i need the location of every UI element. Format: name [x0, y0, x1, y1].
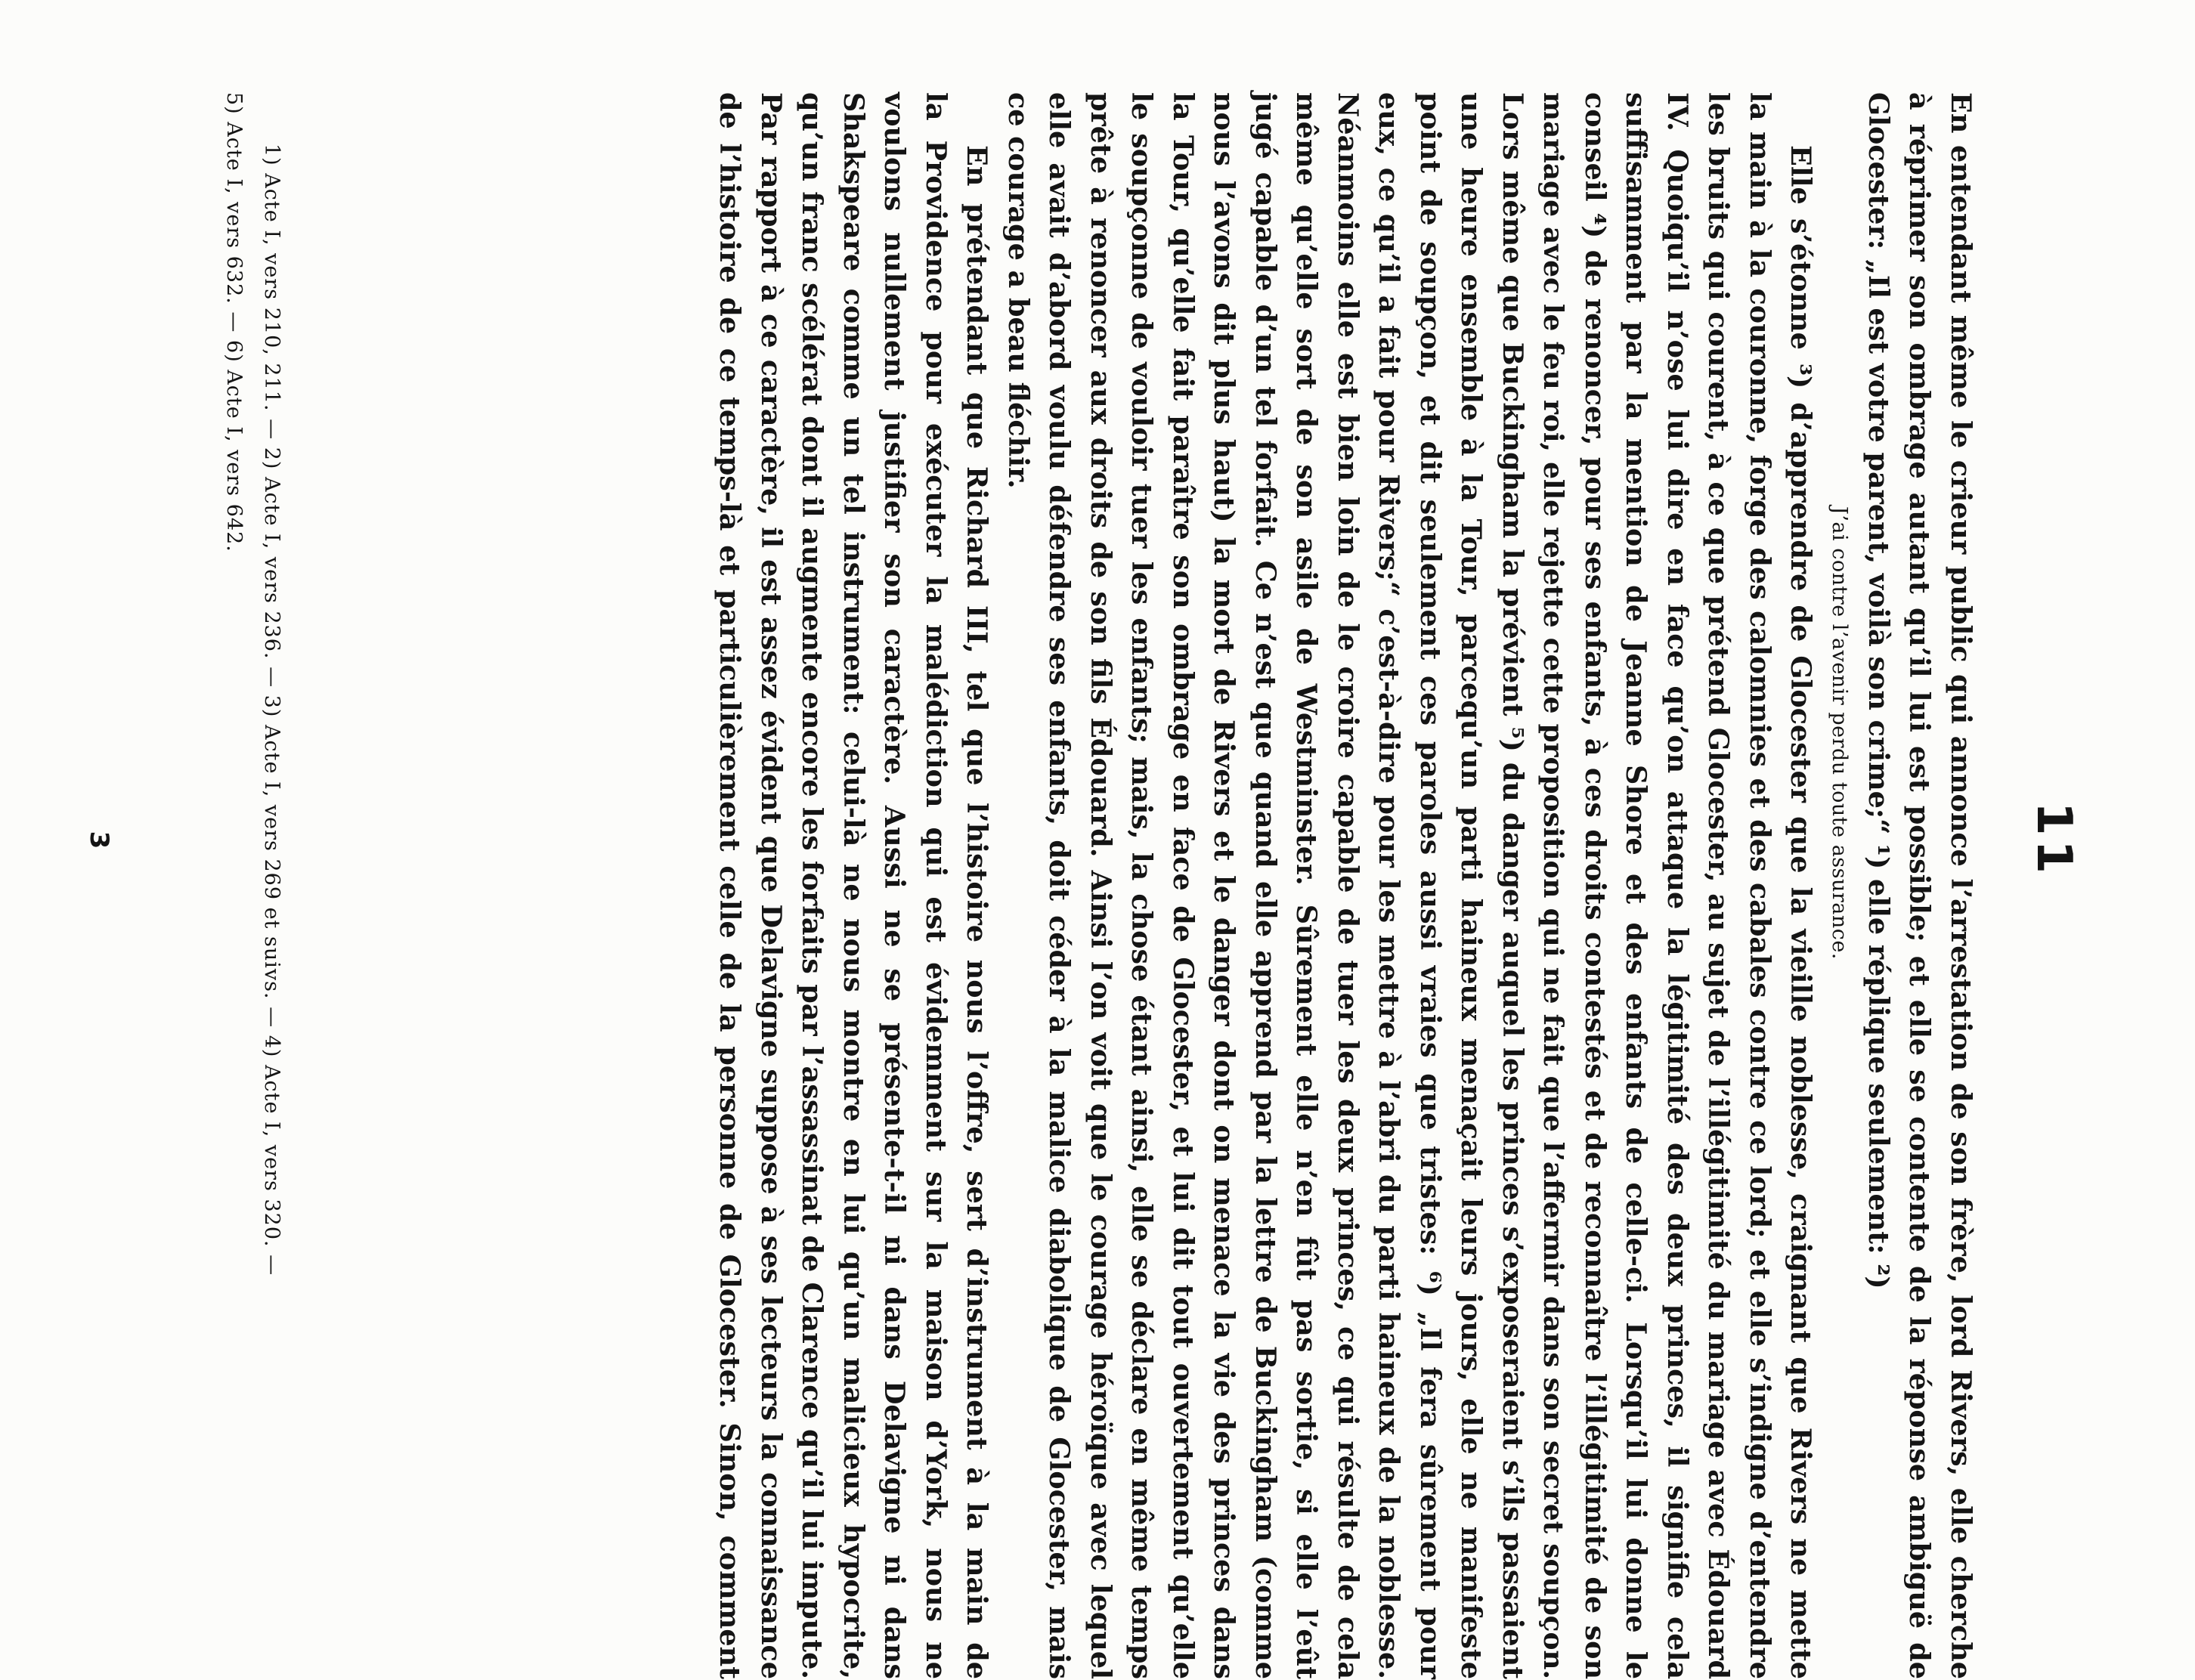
text-line: Shakspeare comme un tel instrument: celui-là ne nous montre en lui qu’un malicieux hypocrite,	[837, 92, 870, 1679]
text-line: une heure ensemble à la Tour, parcequ’un parti haineux menaçait leurs jours, elle ne manifeste	[1455, 92, 1488, 1679]
text-line: la Tour, qu’elle fait paraître son ombrage en face de Glocester, et lui dit tout ouvertement qu’elle	[1167, 92, 1200, 1679]
text-line: elle avait d’abord voulu défendre ses enfants, doit céder à la malice diabolique de Glocester, mais	[1043, 92, 1076, 1679]
text-line: de l’histoire de ce temps-là et particulièrement celle de la personne de Glocester. Sinon, comment	[714, 92, 747, 1679]
text-line: En entendant même le crieur public qui annonce l’arrestation de son frère, lord Rivers, elle cherche	[1945, 92, 1977, 1679]
text-line: jugé capable d’un tel forfait. Ce n’est que quand elle apprend par la lettre de Buckingham (comme	[1249, 92, 1282, 1679]
text-line: à réprimer son ombrage autant qu’il lui est possible; et elle se contente de la réponse ambiguë de	[1903, 92, 1936, 1679]
text-line: IV. Quoiqu’il n’ose lui dire en face qu’on attaque la légitimité des deux princes, il signifie cela	[1661, 92, 1694, 1679]
footnotes	[215, 92, 290, 1679]
text-line: qu’un franc scélérat dont il augmente encore les forfaits par l’assassinat de Clarence qu’il lui impute.	[796, 92, 829, 1679]
text-line: même qu’elle sort de son asile de Westminster. Sûrement elle n’en fût pas sortie, si elle l’eût	[1290, 92, 1324, 1679]
text-line: Lors même que Buckingham la prévient ⁵) du danger auquel les princes s’exposeraient s’ils passaient	[1497, 92, 1529, 1679]
footnote-line: 5) Acte I, vers 632. — 6) Acte I, vers 642.	[222, 92, 246, 552]
text-line: eux, ce qu’il a fait pour Rivers;“ c’est-à-dire pour les mettre à l’abri du parti haineux de la noblesse.	[1373, 92, 1406, 1679]
text-line: Elle s’étonne ³) d’apprendre de Glocester que la vieille noblesse, craignant que Rivers ne mette	[1785, 145, 1818, 1679]
footnote-line: 1) Acte I, vers 210, 211. — 2) Acte I, vers 236. — 3) Acte I, vers 269 et suivs. — 4) Acte I, vers 320. —	[260, 144, 283, 1276]
page-number: 11	[2026, 801, 2082, 879]
text-line: prête à renoncer aux droits de son fils Édouard. Ainsi l’on voit que le courage héroïque avec lequel	[1085, 92, 1117, 1679]
text-line: mariage avec le feu roi, elle rejette cette proposition qui ne fait que l’affermir dans son secret soupçon.	[1537, 92, 1570, 1679]
text-line: Néanmoins elle est bien loin de le croire capable de tuer les deux princes, ce qui résulte de cela	[1332, 92, 1364, 1679]
text-line: Par rapport à ce caractère, il est assez évident que Delavigne suppose à ses lecteurs la connaissance	[755, 92, 788, 1679]
text-line: les bruits qui courent, à ce que prétend Glocester, au sujet de l’illégitimité du mariage avec Édouard	[1702, 92, 1735, 1679]
text-line: En prétendant que Richard III, tel que l’histoire nous l’offre, sert d’instrument à la main de	[961, 145, 994, 1679]
text-line: ce courage a beau fléchir.	[1002, 92, 1035, 489]
text-line: la main à la couronne, forge des calomnies et des cabales contre ce lord; et elle s’indigne d’entendre	[1744, 92, 1776, 1679]
text-line: point de soupçon, et dit seulement ces paroles aussi vraies que tristes: ⁶) „Il fera sûrement pour	[1414, 92, 1447, 1679]
text-line: nous l’avons dit plus haut) la mort de Rivers et le danger dont on menace la vie des princes dans	[1208, 92, 1241, 1679]
text-line: suffisamment par la mention de Jeanne Shore et des enfants de celle-ci. Lorsqu’il lui donne le	[1620, 92, 1653, 1679]
body-text	[709, 92, 1981, 1679]
text-line: voulons nullement justifier son caractère. Aussi ne se présente-t-il ni dans Delavigne ni dans	[878, 92, 912, 1679]
text-line: Glocester: „Il est votre parent, voilà son crime;“ ¹) elle réplique seulement: ²)	[1862, 92, 1895, 1289]
signature-mark: 3	[84, 831, 114, 849]
quotation-line: J’ai contre l’avenir perdu toute assurance.	[1828, 506, 1852, 960]
text-line: conseil ⁴) de renoncer, pour ses enfants, à ces droits contestés et de reconnaître l’illégitimité de son	[1579, 92, 1611, 1679]
text-line: le soupçonne de vouloir tuer les enfants; mais, la chose étant ainsi, elle se déclare en même temps	[1125, 92, 1159, 1679]
text-line: la Providence pour exécuter la malédiction qui est évidemment sur la maison d’York, nous ne	[920, 92, 952, 1679]
